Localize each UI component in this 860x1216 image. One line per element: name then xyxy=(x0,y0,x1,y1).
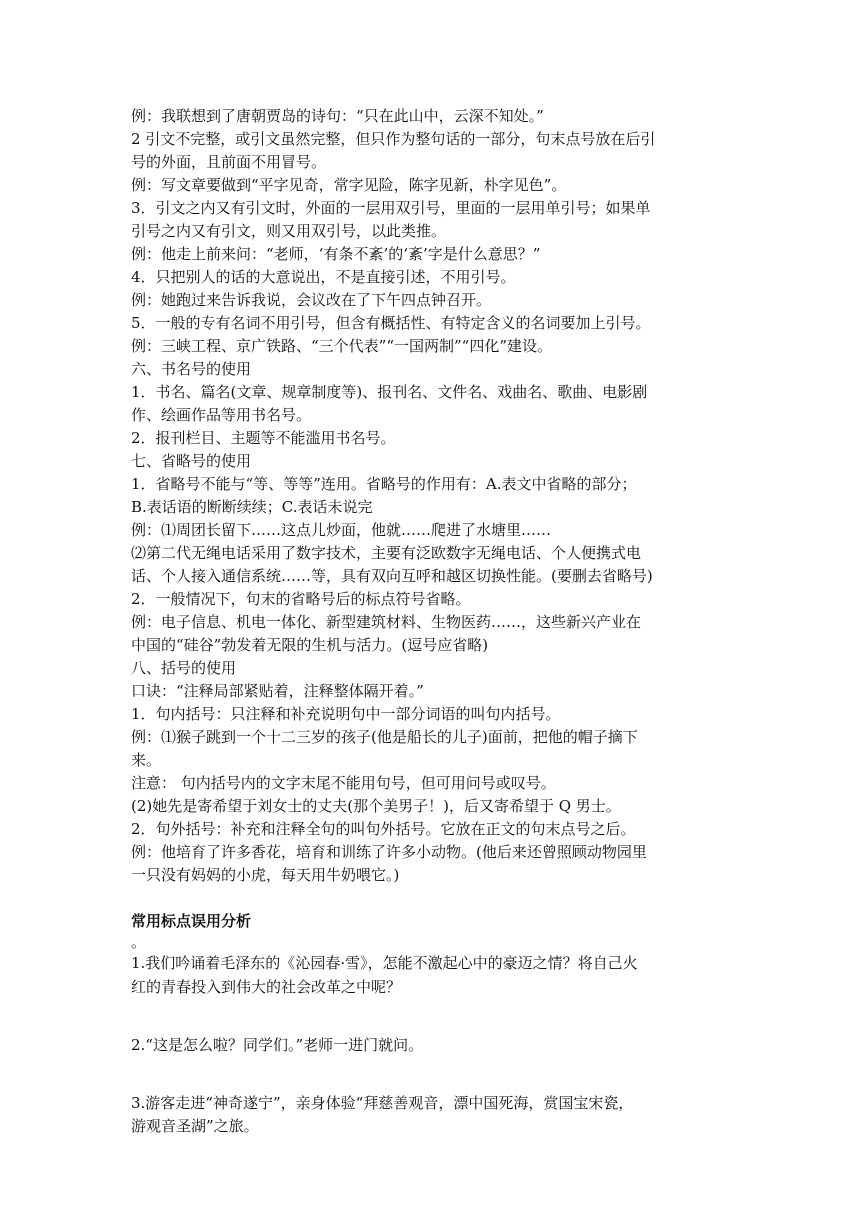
section-heading: 八、括号的使用 xyxy=(131,659,237,677)
text-line: 1.我们吟诵着毛泽东的《沁园春·雪》，怎能不激起心中的豪迈之情？将自己火 xyxy=(131,954,638,972)
text-line: 作、绘画作品等用书名号。 xyxy=(131,406,312,424)
text-line: 引号之内又有引文，则又用双引号，以此类推。 xyxy=(131,222,447,240)
text-line: 2.“这是怎么啦？同学们。”老师一进门就问。 xyxy=(131,1036,424,1054)
text-line: 4．只把别人的话的大意说出，不是直接引述，不用引号。 xyxy=(131,268,516,286)
text-line: 2．一般情况下，句末的省略号后的标点符号省略。 xyxy=(131,590,471,608)
section-title: 常用标点误用分析 xyxy=(131,912,252,930)
text-line: 例：她跑过来告诉我说，会议改在了下午四点钟召开。 xyxy=(131,291,492,309)
text-line: 。 xyxy=(131,933,147,951)
text-line: 1．省略号不能与“等、等等”连用。省略号的作用有：A.表文中省略的部分； xyxy=(131,475,637,493)
text-line: 口诀：“注释局部紧贴着，注释整体隔开着。” xyxy=(131,682,424,700)
text-line: 例：⑴猴子跳到一个十二三岁的孩子(他是船长的儿子)面前，把他的帽子摘下 xyxy=(131,728,638,746)
text-line: 1．书名、篇名(文章、规章制度等)、报刊名、文件名、戏曲名、歌曲、电影剧 xyxy=(131,383,648,401)
text-line: 红的青春投入到伟大的社会改革之中呢？ xyxy=(131,978,402,996)
text-line: 例：我联想到了唐朝贾岛的诗句：“只在此山中，云深不知处。” xyxy=(131,107,544,125)
text-line: 2．报刊栏目、主题等不能滥用书名号。 xyxy=(131,429,396,447)
section-heading: 六、书名号的使用 xyxy=(131,360,252,378)
text-line: 3．引文之内又有引文时，外面的一层用双引号，里面的一层用单引号；如果单 xyxy=(131,199,651,217)
text-line: 号的外面，且前面不用冒号。 xyxy=(131,153,327,171)
text-line: 例：电子信息、机电一体化、新型建筑材料、生物医药……，这些新兴产业在 xyxy=(131,613,642,631)
text-line: 例：他走上前来问：“老师，‘有条不紊’的‘紊’字是什么意思？” xyxy=(131,245,541,263)
text-line: 中国的“硅谷”勃发着无限的生机与活力。(逗号应省略) xyxy=(131,636,489,654)
text-line: 来。 xyxy=(131,751,162,769)
text-line: 例：⑴周团长留下……这点儿炒面，他就……爬进了水塘里…… xyxy=(131,521,552,539)
text-line: 2．句外括号：补充和注释全句的叫句外括号。它放在正文的句末点号之后。 xyxy=(131,820,636,838)
text-line: 游观音圣湖”之旅。 xyxy=(131,1117,259,1135)
text-line: 3.游客走进“神奇遂宁”，亲身体验“拜慈善观音，漂中国死海，赏国宝宋瓷， xyxy=(131,1094,634,1112)
text-line: 1．句内括号：只注释和补充说明句中一部分词语的叫句内括号。 xyxy=(131,705,561,723)
text-line: 例：三峡工程、京广铁路、“三个代表”“一国两制”“四化”建设。 xyxy=(131,337,553,355)
text-line: (2)她先是寄希望于刘女士的丈夫(那个美男子！)，后又寄希望于 Q 男士。 xyxy=(131,797,621,815)
text-line: 2 引文不完整，或引文虽然完整，但只作为整句话的一部分，句末点号放在后引 xyxy=(131,130,656,148)
text-line: 例：写文章要做到“平字见奇，常字见险，陈字见新，朴字见色”。 xyxy=(131,176,567,194)
text-line: 例：他培育了许多香花，培育和训练了许多小动物。(他后来还曾照顾动物园里 xyxy=(131,843,647,861)
text-line: ⑵第二代无绳电话采用了数字技术，主要有泛欧数字无绳电话、个人便携式电 xyxy=(131,544,642,562)
text-line: 一只没有妈妈的小虎，每天用牛奶喂它。) xyxy=(131,866,400,884)
text-line: 话、个人接入通信系统……等，具有双向互呼和越区切换性能。(要删去省略号) xyxy=(131,567,653,585)
section-heading: 七、省略号的使用 xyxy=(131,452,252,470)
text-line: B.表话语的断断续续；C.表话未说完 xyxy=(131,498,373,516)
text-line: 注意： 句内括号内的文字末尾不能用句号，但可用问号或叹号。 xyxy=(131,774,556,792)
text-line: 5．一般的专有名词不用引号，但含有概括性、有特定含义的名词要加上引号。 xyxy=(131,314,651,332)
